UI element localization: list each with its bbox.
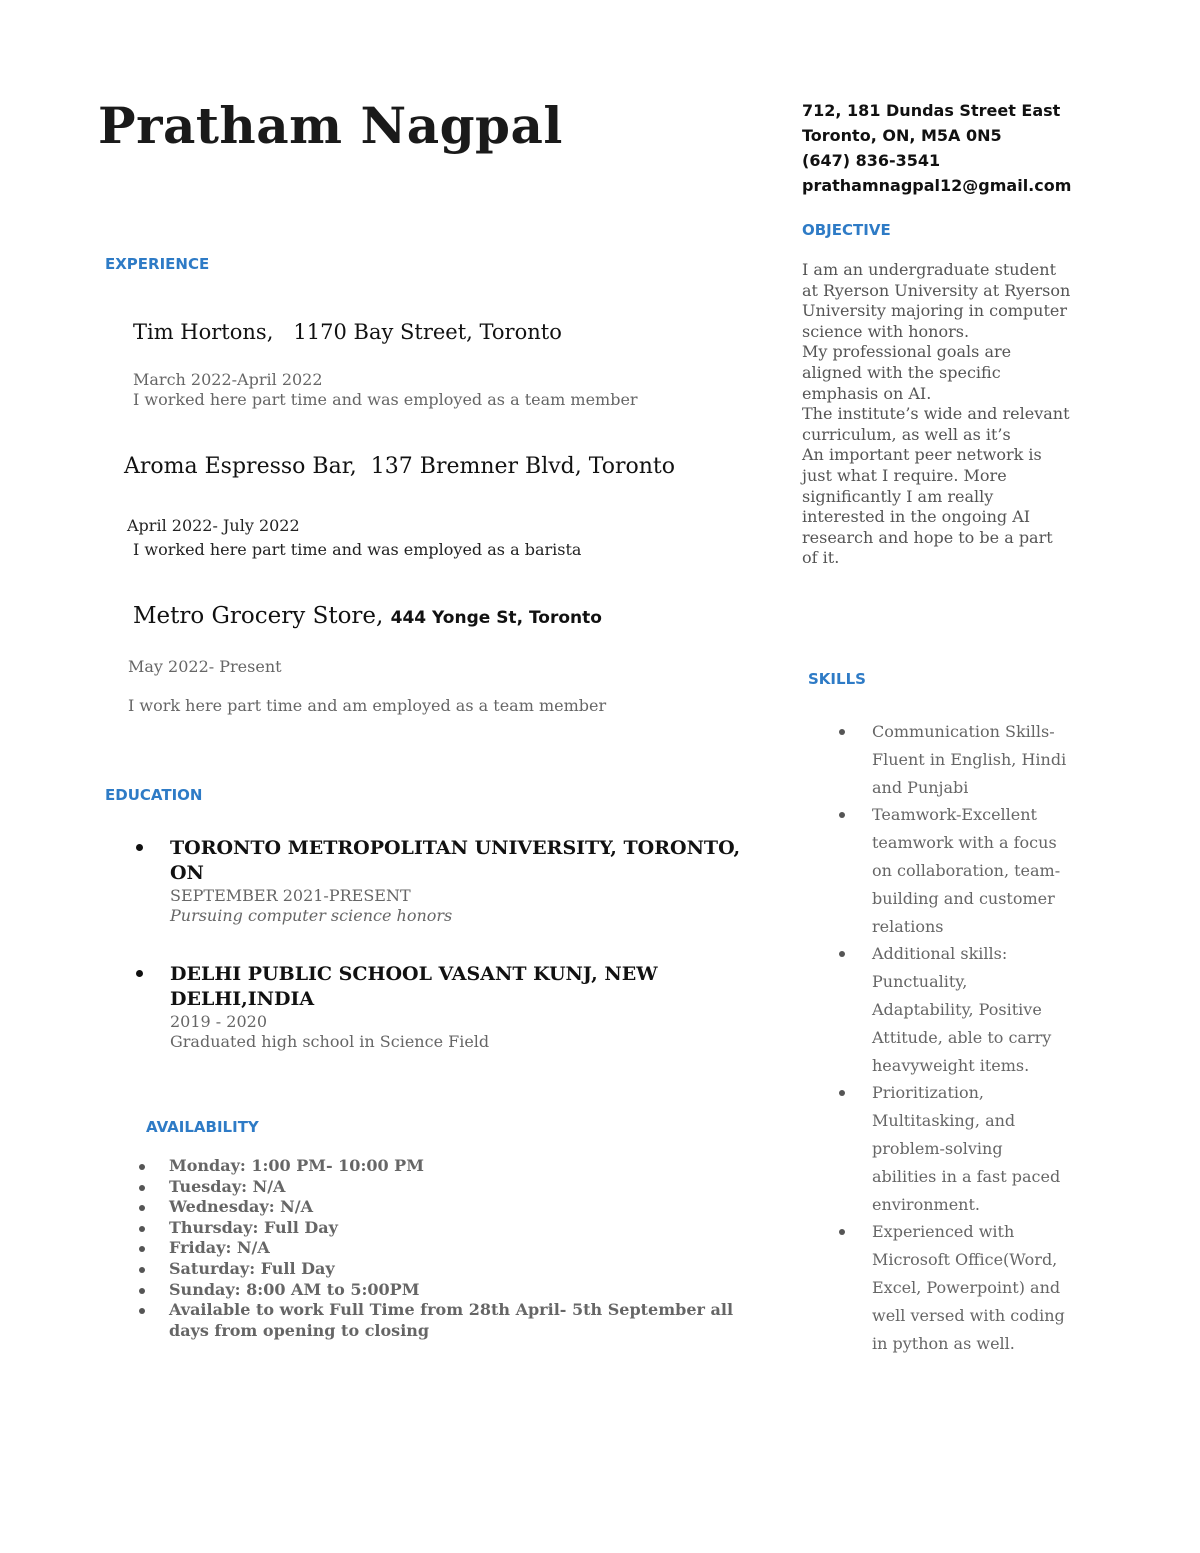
objective-paragraph: The institute’s wide and relevant curriculum, as well as it’s [802,404,1070,444]
job-company: Aroma Espresso Bar, [124,454,357,479]
job-company: Tim Hortons, [133,320,274,344]
bullet-icon [139,1246,145,1252]
school-detail: Graduated high school in Science Field [170,1032,490,1051]
bullet-icon [839,812,845,818]
skills-heading: SKILLS [808,670,866,688]
availability-item: Available to work Full Time from 28th April- 5th September all days from opening to closing [134,1300,749,1341]
skill-item: Experienced with Microsoft Office(Word, Excel, Powerpoint) and well versed with coding in python as well. [836,1218,1068,1357]
skill-item: Additional skills: Punctuality, Adaptability, Positive Attitude, able to carry heavyweight items. [836,940,1068,1079]
objective-text [802,260,1072,569]
school-name: TORONTO METROPOLITAN UNIVERSITY, TORONTO, ON [170,837,741,884]
bullet-icon [839,951,845,957]
education-list [134,836,750,926]
job-title-1 [133,320,562,344]
education-item [134,962,690,1052]
bullet-icon [136,970,143,977]
address-line-1: 712, 181 Dundas Street East [802,101,1061,120]
availability-item: Monday: 1:00 PM- 10:00 PM [134,1156,749,1177]
bullet-icon [139,1267,145,1273]
job-dates-1: March 2022-April 2022 [133,370,323,389]
skill-item: Teamwork-Excellent teamwork with a focus on collaboration, team-building and customer relations [836,801,1068,940]
experience-heading: EXPERIENCE [105,255,210,273]
address-line-2: Toronto, ON, M5A 0N5 [802,126,1002,145]
education-heading: EDUCATION [105,786,203,804]
bullet-icon [139,1164,145,1170]
bullet-icon [139,1226,145,1232]
job-location: 137 Bremner Blvd, Toronto [370,454,675,479]
job-description-2: I worked here part time and was employed as a barista [133,540,582,559]
email-address: prathamnagpal12@gmail.com [802,176,1072,195]
bullet-icon [139,1205,145,1211]
objective-paragraph: I am an undergraduate student at Ryerson University at Ryerson University majoring in computer science with honors. [802,260,1071,341]
bullet-icon [136,844,143,851]
bullet-icon [839,1229,845,1235]
school-dates: SEPTEMBER 2021-PRESENT [170,886,411,905]
objective-heading: OBJECTIVE [802,221,891,239]
availability-item: Saturday: Full Day [134,1259,749,1280]
bullet-icon [139,1308,145,1314]
school-detail: Pursuing computer science honors [170,906,453,925]
job-dates-3: May 2022- Present [128,657,282,676]
education-item [134,836,750,926]
skill-item: Prioritization, Multitasking, and problem-solving abilities in a fast paced environment. [836,1079,1068,1218]
availability-item: Sunday: 8:00 AM to 5:00PM [134,1280,749,1301]
school-dates: 2019 - 2020 [170,1012,268,1031]
skills-list [836,718,1068,1357]
phone-number: (647) 836-3541 [802,151,941,170]
availability-item: Thursday: Full Day [134,1218,749,1239]
availability-item: Tuesday: N/A [134,1177,749,1198]
job-location: 444 Yonge St, Toronto [390,608,602,628]
job-title-2 [124,454,675,479]
bullet-icon [139,1288,145,1294]
job-company: Metro Grocery Store, [133,603,384,629]
school-name: DELHI PUBLIC SCHOOL VASANT KUNJ, NEW DELHI,INDIA [170,963,658,1010]
job-description-3: I work here part time and am employed as a team member [128,696,607,715]
availability-item: Wednesday: N/A [134,1197,749,1218]
candidate-name: Pratham Nagpal [98,96,563,155]
objective-paragraph: An important peer network is just what I require. More significantly I am really interested in the ongoing AI research and hope to be a part of it. [802,445,1053,568]
job-location: 1170 Bay Street, Toronto [293,320,562,344]
bullet-icon [839,729,845,735]
skill-item: Communication Skills- Fluent in English, Hindi and Punjabi [836,718,1068,801]
bullet-icon [139,1185,145,1191]
contact-block [802,98,1071,198]
bullet-icon [839,1090,845,1096]
job-description-1: I worked here part time and was employed as a team member [133,390,638,409]
education-list-2 [134,962,690,1052]
objective-paragraph: My professional goals are aligned with the specific emphasis on AI. [802,342,1012,403]
job-dates-2: April 2022- July 2022 [127,516,300,535]
availability-heading: AVAILABILITY [146,1118,259,1136]
availability-item: Friday: N/A [134,1238,749,1259]
availability-list [134,1156,749,1341]
job-title-3 [133,603,602,629]
